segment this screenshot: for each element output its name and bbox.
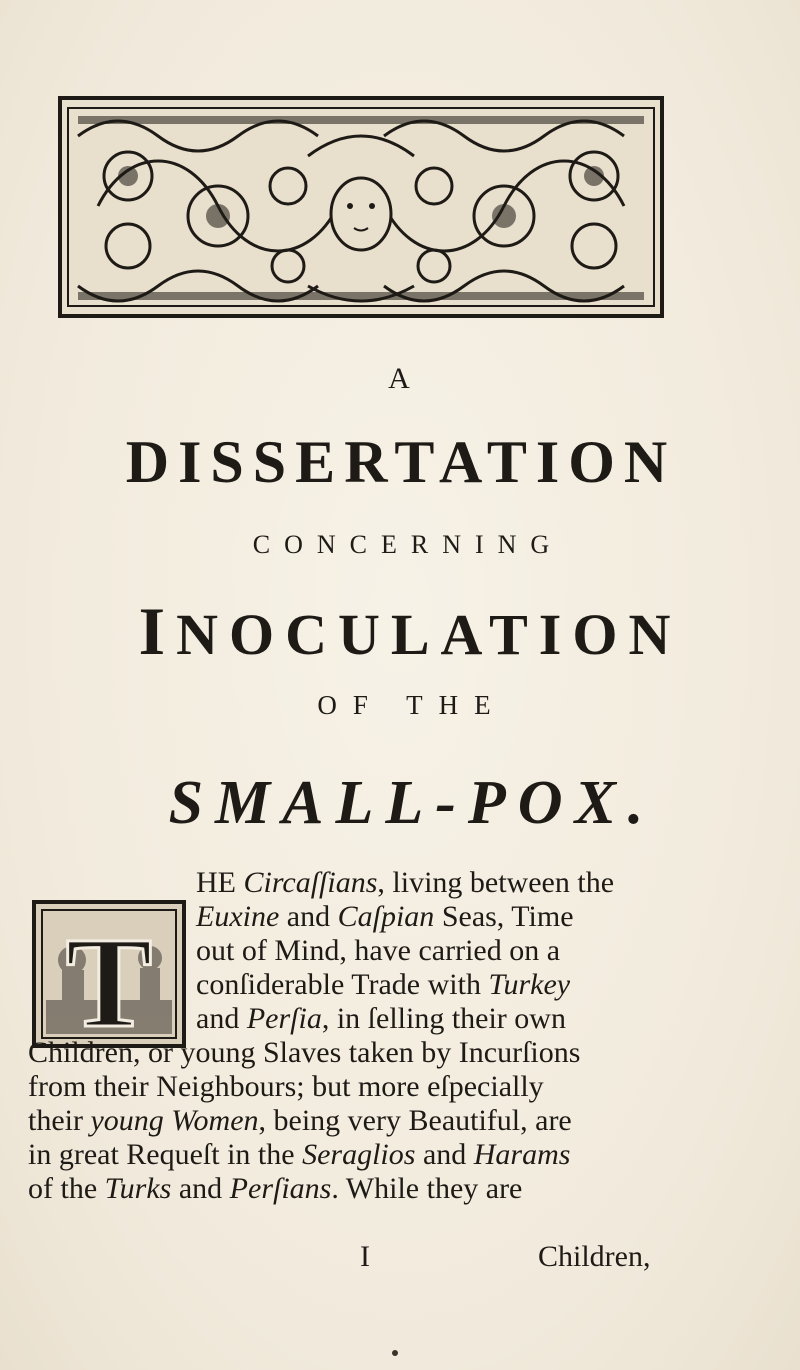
title-inoculation — [10, 592, 800, 671]
text-line-6: Children, or young Slaves taken by Incurſions — [28, 1036, 581, 1069]
title-dissertation: DISSERTATION — [125, 429, 677, 495]
title-inoculation-initial: I — [138, 593, 177, 669]
title-article: A — [388, 362, 412, 395]
text-line-9: in great Requeſt in the Seraglios and Harams — [28, 1138, 571, 1171]
text-line-10: of the Turks and Perſians. While they are — [28, 1172, 523, 1205]
ink-spot — [392, 1350, 398, 1356]
signature-mark: I — [360, 1240, 370, 1273]
drop-cap-letter: T — [65, 911, 153, 1048]
text-line-5: and Perſia, in ſelling their own — [196, 1002, 566, 1035]
title-inoculation-rest: NOCULATION — [176, 602, 682, 667]
text-line-2: Euxine and Caſpian Seas, Time — [196, 900, 574, 933]
text-line-7: from their Neighbours; but more eſpecially — [28, 1070, 544, 1103]
text-line-3: out of Mind, have carried on a — [196, 934, 561, 967]
text-line-1: HE Circaſſians, living between the — [196, 866, 615, 899]
text-line-4: conſiderable Trade with Turkey — [196, 968, 571, 1001]
decorated-initial — [32, 900, 186, 1048]
title-of-the: OF THE — [317, 690, 507, 720]
catchword: Children, — [538, 1240, 651, 1273]
ornamental-headpiece — [58, 96, 664, 318]
text-line-8: their young Women, being very Beautiful, are — [28, 1104, 572, 1137]
title-small-pox: SMALL-POX. — [168, 769, 656, 837]
title-concerning: CONCERNING — [252, 530, 564, 559]
